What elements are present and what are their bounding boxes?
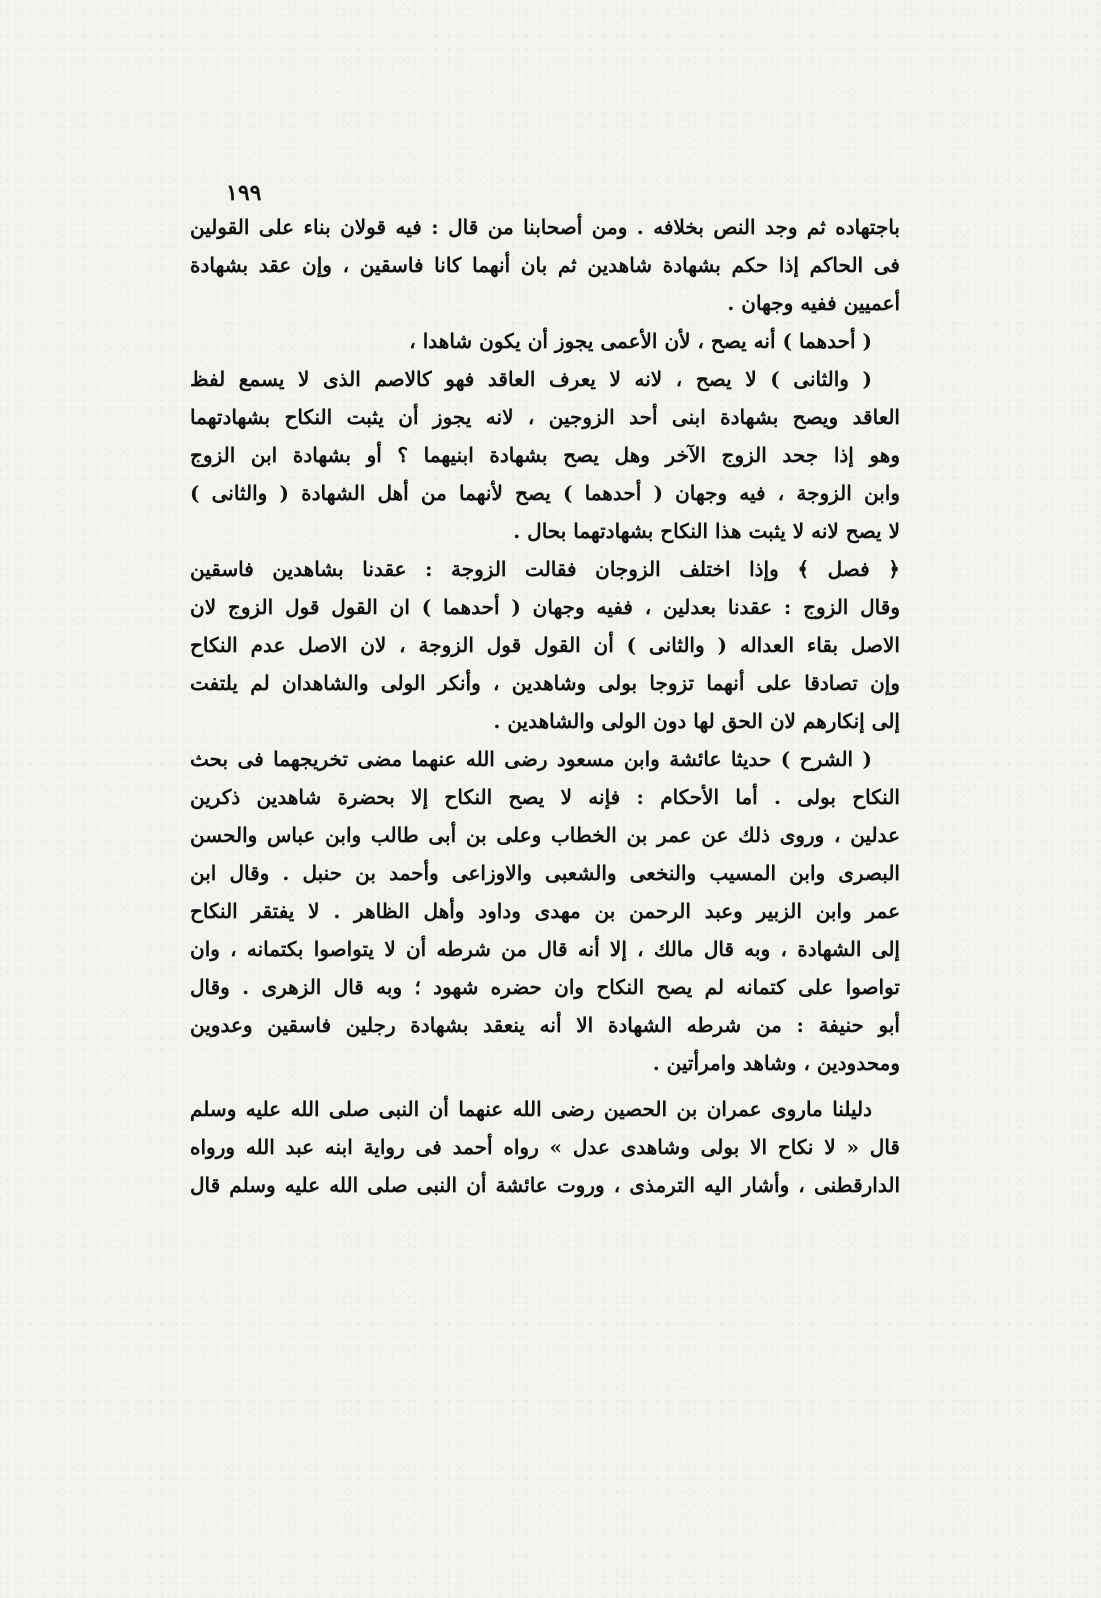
page-number: ١٩٩ [226, 180, 262, 206]
text-line: ( والثانى ) لا يصح ، لانه لا يعرف العاقد فهو كالاصم الذى لا يسمع لفظ [190, 367, 872, 391]
text-line: لا يصح لانه لا يثبت هذا النكاح بشهادتهما بحال . [513, 519, 900, 543]
text-line: أعميين ففيه وجهان . [727, 291, 900, 315]
text-line: ﴿ فصل ﴾ وإذا اختلف الزوجان فقالت الزوجة : عقدنا بشاهدين فاسقين [190, 557, 900, 581]
text-line: البصرى وابن المسيب والنخعى والشعبى والاوزاعى وأحمد بن حنبل . وقال ابن [190, 861, 900, 885]
text-line: وإن تصادقا على أنهما تزوجا بولى وشاهدين ، وأنكر الولى والشاهدان لم يلتفت [190, 671, 900, 695]
text-line: وابن الزوجة ، فيه وجهان ( أحدهما ) يصح لأنهما من أهل الشهادة ( والثانى ) [190, 481, 900, 505]
text-line: أبو حنيفة : من شرطه الشهادة الا أنه ينعقد بشهادة رجلين فاسقين وعدوين [190, 1013, 900, 1037]
text-line: ومحدودين ، وشاهد وامرأتين . [652, 1051, 900, 1075]
text-line: إلى إنكارهم لان الحق لها دون الولى والشاهدين . [493, 709, 900, 733]
text-line: باجتهاده ثم وجد النص بخلافه . ومن أصحابنا من قال : فيه قولان بناء على القولين [190, 215, 900, 239]
text-line: وقال الزوج : عقدنا بعدلين ، ففيه وجهان ( أحدهما ) ان القول قول الزوج لان [190, 595, 900, 619]
text-line: ( أحدهما ) أنه يصح ، لأن الأعمى يجوز أن يكون شاهدا ، [409, 329, 872, 353]
text-line: تواصوا على كتمانه لم يصح النكاح وان حضره شهود ؛ وبه قال الزهرى . وقال [190, 975, 900, 999]
text-line: إلى الشهادة ، وبه قال مالك ، إلا أنه قال من شرطه أن لا يتواصوا بكتمانه ، وان [190, 937, 900, 961]
text-line: ( الشرح ) حديثا عائشة وابن مسعود رضى الله عنهما مضى تخريجهما فى بحث [190, 747, 872, 771]
body-text [190, 208, 900, 1383]
text-line: عدلين ، وروى ذلك عن عمر بن الخطاب وعلى بن أبى طالب وابن عباس والحسن [190, 823, 900, 847]
text-line: دليلنا ماروى عمران بن الحصين رضى الله عنهما أن النبى صلى الله عليه وسلم [190, 1097, 872, 1121]
text-line: الدارقطنى ، وأشار اليه الترمذى ، وروت عائشة أن النبى صلى الله عليه وسلم قال [190, 1173, 900, 1197]
text-line: وهو إذا جحد الزوج الآخر وهل يصح بشهادة ابنيهما ؟ أو بشهادة ابن الزوج [190, 443, 900, 467]
text-line: قال « لا نكاح الا بولى وشاهدى عدل » رواه أحمد فى رواية ابنه عبد الله ورواه [190, 1135, 900, 1159]
text-line: النكاح بولى . أما الأحكام : فإنه لا يصح النكاح إلا بحضرة شاهدين ذكرين [190, 785, 900, 809]
text-line: العاقد ويصح بشهادة ابنى أحد الزوجين ، لانه يجوز أن يثبت النكاح بشهادتهما [190, 405, 900, 429]
text-line: الاصل بقاء العداله ( والثانى ) أن القول قول الزوجة ، لان الاصل عدم النكاح [190, 633, 900, 657]
text-line: عمر وابن الزبير وعبد الرحمن بن مهدى وداود وأهل الظاهر . لا يفتقر النكاح [190, 899, 900, 923]
text-line: فى الحاكم إذا حكم بشهادة شاهدين ثم بان أنهما كانا فاسقين ، وإن عقد بشهادة [190, 253, 900, 277]
